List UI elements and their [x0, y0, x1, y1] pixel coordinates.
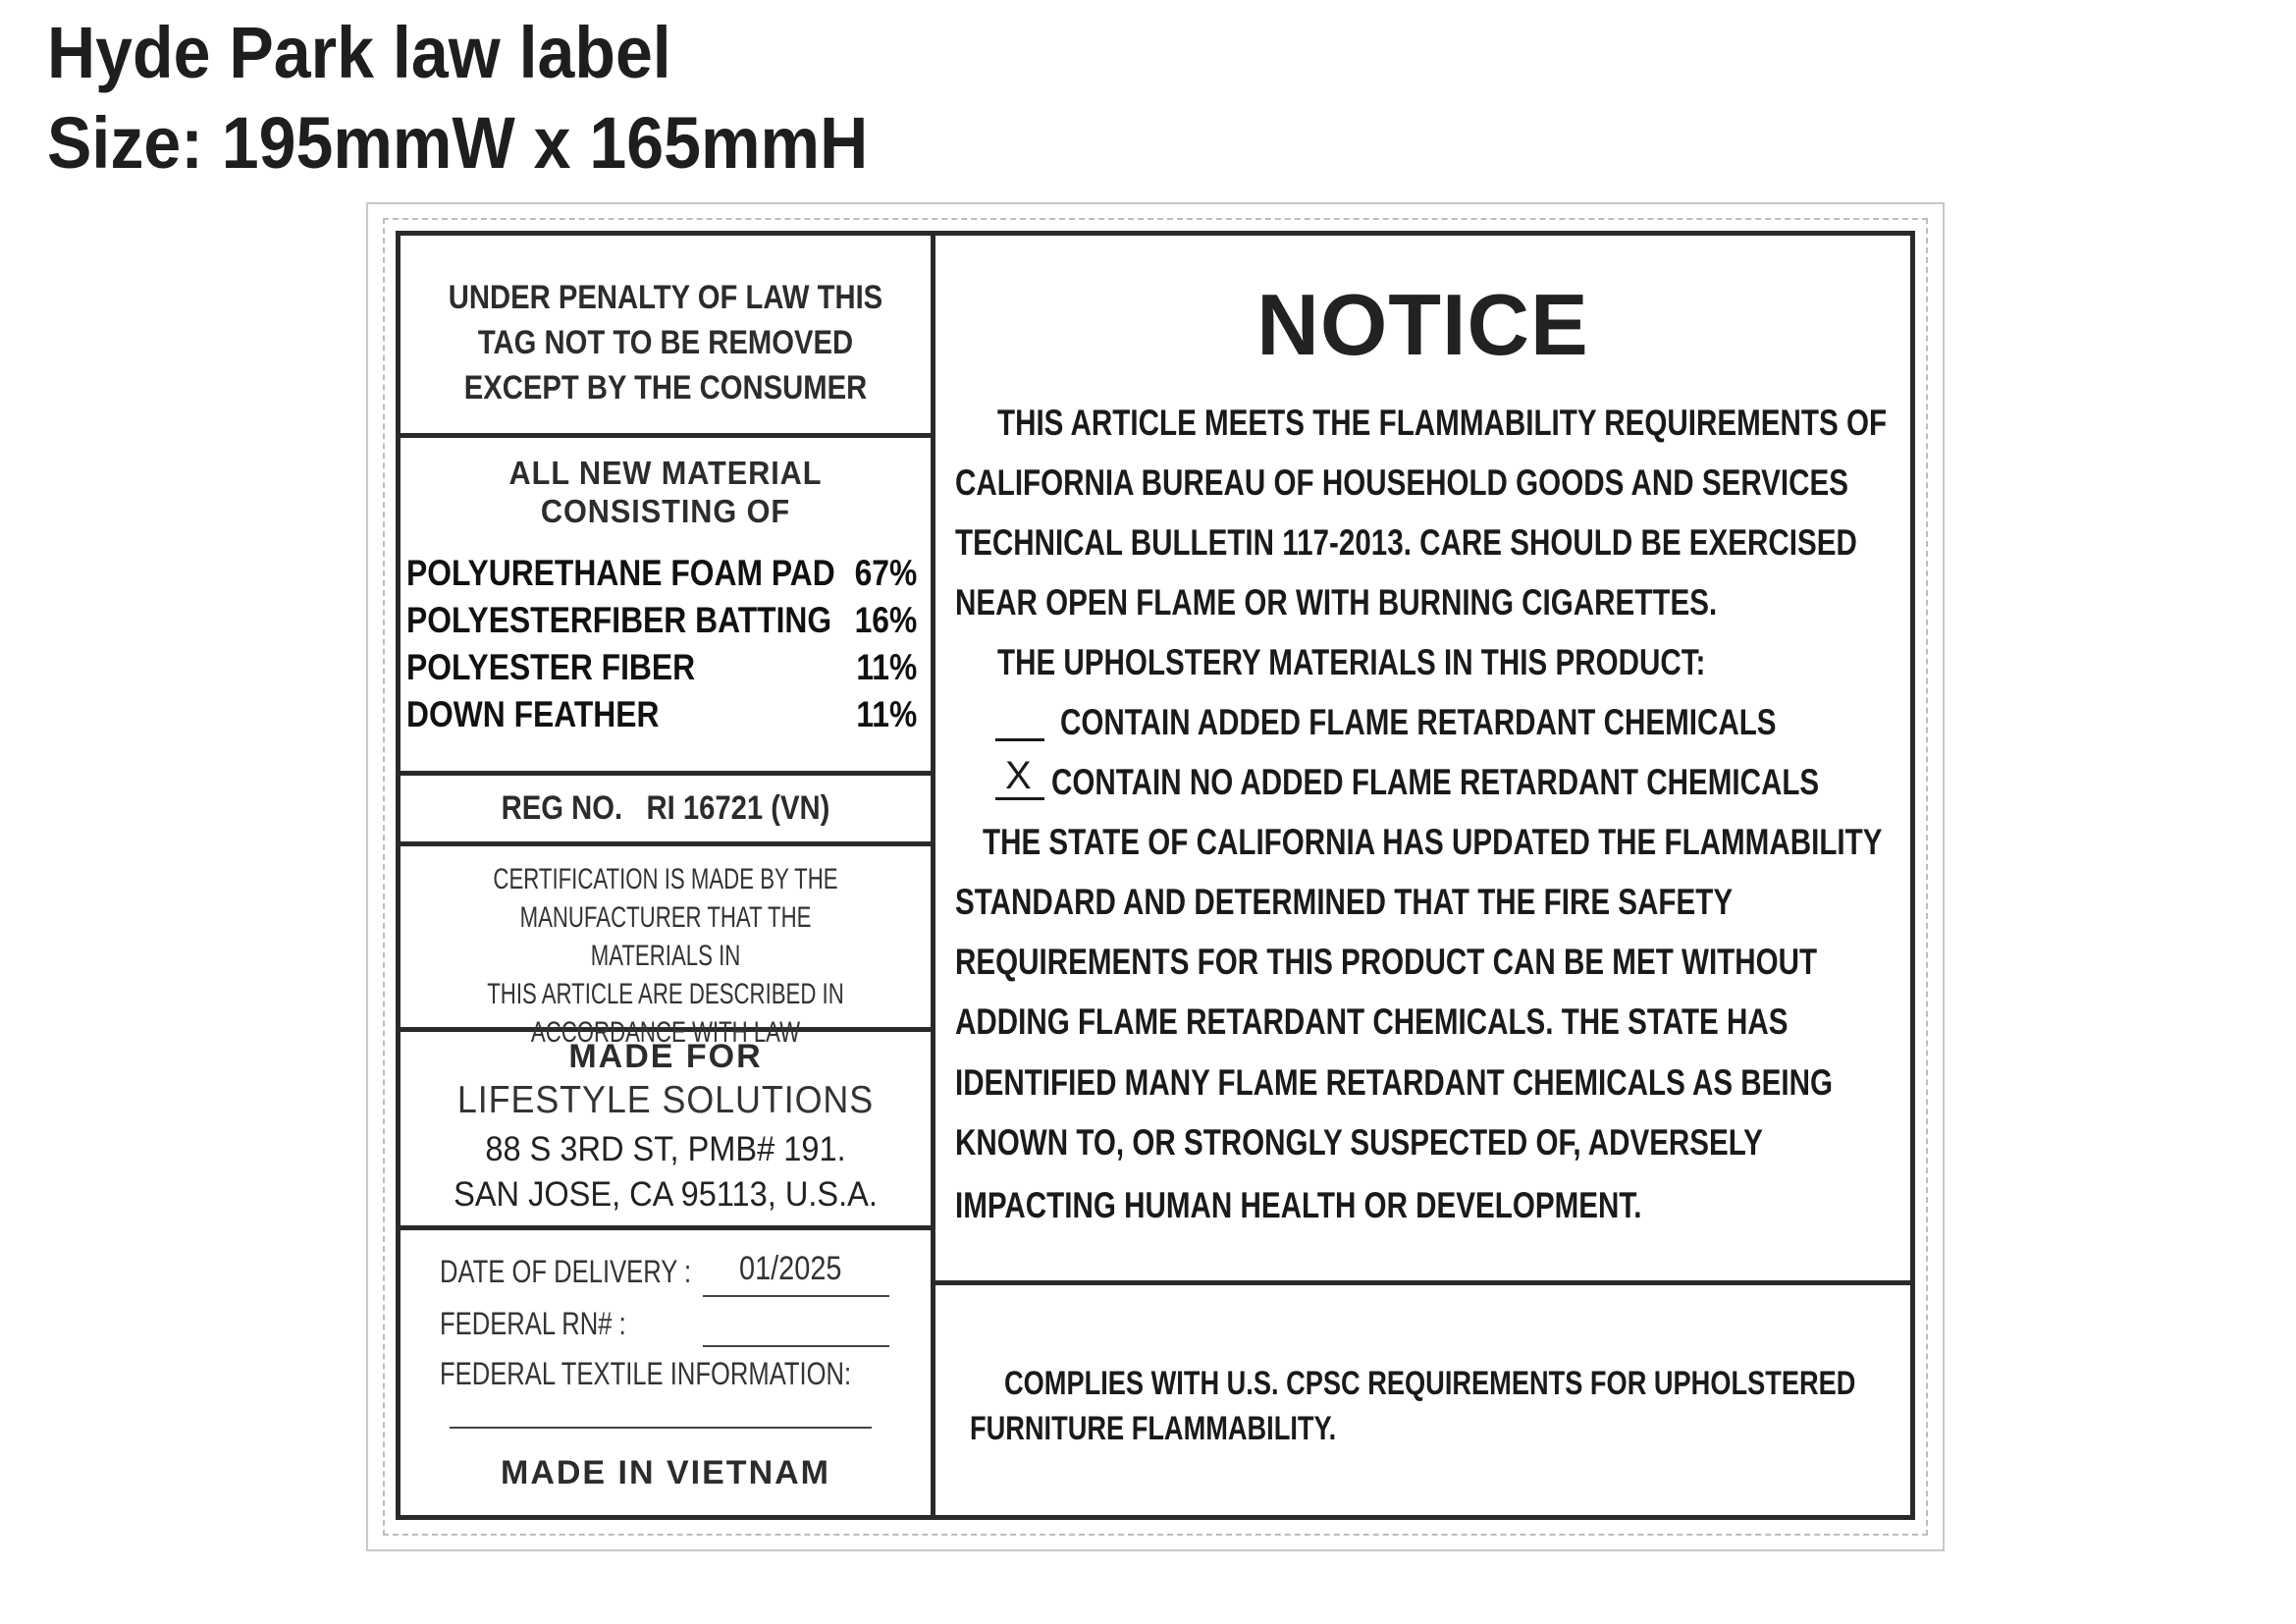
federal-textile-line [450, 1427, 872, 1429]
page-title-line-2: Size: 195mmW x 165mmH [47, 102, 869, 184]
registration-section [400, 776, 931, 846]
penalty-section [400, 236, 931, 438]
certification-line: CERTIFICATION IS MADE BY THE [493, 863, 838, 895]
left-column [400, 236, 935, 1515]
material-percent: 11% [856, 694, 918, 734]
law-label [396, 231, 1915, 1520]
material-percent: 11% [856, 647, 918, 687]
material-name: POLYESTERFIBER BATTING [406, 600, 832, 640]
notice-title: NOTICE [1256, 276, 1589, 373]
state-line: IMPACTING HUMAN HEALTH OR DEVELOPMENT. [955, 1185, 1642, 1225]
material-row [406, 694, 917, 741]
penalty-text [438, 275, 893, 410]
date-of-delivery-line [703, 1295, 889, 1297]
delivery-section [400, 1230, 931, 1515]
made-in-country: MADE IN VIETNAM [501, 1454, 830, 1491]
date-of-delivery-label: DATE OF DELIVERY : [440, 1254, 692, 1289]
state-line: IDENTIFIED MANY FLAME RETARDANT CHEMICALS AS BEING [955, 1062, 1834, 1103]
made-for-section [400, 1032, 931, 1230]
material-heading [419, 454, 912, 530]
made-for-heading: MADE FOR [568, 1038, 763, 1075]
complies-section [935, 1285, 1910, 1515]
page-title-line-1: Hyde Park law label [47, 12, 671, 93]
notice-line: THE UPHOLSTERY MATERIALS IN THIS PRODUCT: [997, 642, 1706, 682]
option-added-checkbox-line [995, 738, 1044, 741]
material-name: DOWN FEATHER [406, 694, 660, 734]
penalty-line: TAG NOT TO BE REMOVED [477, 324, 854, 361]
option-no-added-text: CONTAIN NO ADDED FLAME RETARDANT CHEMICALS [1051, 762, 1820, 802]
notice-section [935, 236, 1910, 1285]
certification-text [469, 860, 862, 1052]
material-name: POLYURETHANE FOAM PAD [406, 553, 835, 593]
certification-line: MANUFACTURER THAT THE MATERIALS IN [519, 901, 812, 972]
option-added-text: CONTAIN ADDED FLAME RETARDANT CHEMICALS [1060, 702, 1777, 742]
address-line-1: 88 S 3RD ST, PMB# 191. [485, 1130, 846, 1168]
material-percent: 16% [854, 600, 918, 640]
notice-line: NEAR OPEN FLAME OR WITH BURNING CIGARETTES. [955, 582, 1718, 623]
federal-rn-line [703, 1345, 889, 1347]
material-heading-line: CONSISTING OF [540, 493, 791, 529]
company-name: LIFESTYLE SOLUTIONS [456, 1079, 875, 1121]
material-heading-line: ALL NEW MATERIAL [508, 455, 823, 491]
date-of-delivery-value: 01/2025 [739, 1250, 842, 1287]
material-row [406, 553, 917, 600]
option-no-added-mark: X [1005, 754, 1032, 797]
certification-line: THIS ARTICLE ARE DESCRIBED IN [487, 978, 844, 1010]
page-title [47, 8, 868, 189]
certification-line: ACCORDANCE WITH LAW [530, 1016, 801, 1049]
notice-line: CALIFORNIA BUREAU OF HOUSEHOLD GOODS AND SERVICES [955, 462, 1848, 503]
registration-number: REG NO. RI 16721 (VN) [501, 789, 830, 827]
penalty-line: UNDER PENALTY OF LAW THIS [448, 279, 883, 316]
federal-textile-label: FEDERAL TEXTILE INFORMATION: [440, 1356, 852, 1391]
complies-line: FURNITURE FLAMMABILITY. [970, 1410, 1337, 1447]
material-name: POLYESTER FIBER [406, 647, 696, 687]
material-section [400, 438, 931, 776]
material-row [406, 647, 917, 694]
state-line: ADDING FLAME RETARDANT CHEMICALS. THE STATE HAS [955, 1001, 1789, 1042]
right-column [935, 236, 1910, 1515]
complies-line: COMPLIES WITH U.S. CPSC REQUIREMENTS FOR UPHOLSTERED [1004, 1365, 1856, 1402]
notice-line: TECHNICAL BULLETIN 117-2013. CARE SHOULD BE EXERCISED [955, 522, 1857, 563]
state-line: KNOWN TO, OR STRONGLY SUSPECTED OF, ADVERSELY [955, 1122, 1763, 1163]
state-line: REQUIREMENTS FOR THIS PRODUCT CAN BE MET WITHOUT [955, 942, 1818, 982]
notice-line: THIS ARTICLE MEETS THE FLAMMABILITY REQUIREMENTS OF [997, 403, 1888, 443]
address-line-2: SAN JOSE, CA 95113, U.S.A. [454, 1175, 878, 1214]
federal-rn-label: FEDERAL RN# : [440, 1306, 626, 1341]
material-row [406, 600, 917, 647]
state-line: THE STATE OF CALIFORNIA HAS UPDATED THE FLAMMABILITY [983, 822, 1883, 862]
material-percent: 67% [854, 553, 918, 593]
certification-section [400, 846, 931, 1049]
penalty-line: EXCEPT BY THE CONSUMER [463, 369, 868, 406]
state-line: STANDARD AND DETERMINED THAT THE FIRE SAFETY [955, 882, 1734, 922]
